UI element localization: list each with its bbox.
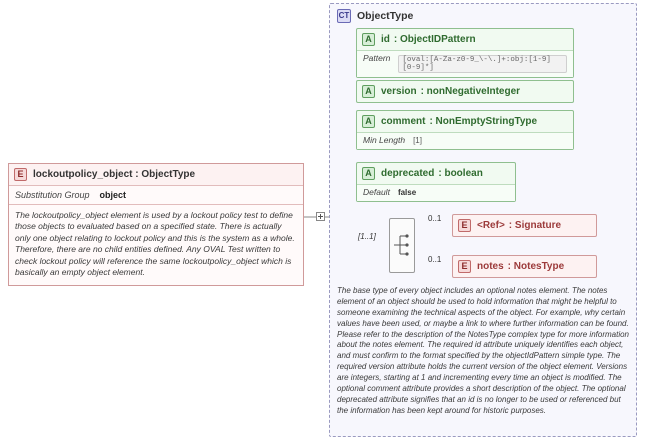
element-lockoutpolicy-object[interactable] — [8, 163, 304, 286]
ref-notes-type: : NotesType — [507, 261, 565, 272]
attribute-version-header — [357, 81, 573, 102]
attribute-comment-facet-label: Min Length — [363, 135, 406, 145]
substitution-group-label: Substitution Group — [15, 190, 90, 200]
element-badge-icon: E — [14, 168, 27, 181]
attribute-deprecated[interactable] — [356, 162, 516, 202]
sequence-glyph — [390, 219, 414, 272]
attribute-version[interactable] — [356, 80, 574, 103]
attribute-id-header — [357, 29, 573, 50]
ref-signature-cardinality: 0..1 — [428, 214, 442, 223]
ref-notes[interactable] — [452, 255, 597, 278]
ref-signature-name: <Ref> — [477, 220, 505, 231]
element-documentation: The lockoutpolicy_object element is used by a lockout policy test to define those objects to evaluated based on a specified state. There is actually only one object relating to lockout policy and this is the system as a whole. Therefore, there are no child entities defined. Any OVAL Test written to check lockout policy will reference the same lockoutpolicy_object which is basically an empty object element. — [9, 205, 303, 285]
attribute-id-facet-value: [oval:[A-Za-z0-9_\-\.]+:obj:[1-9][0-9]*] — [398, 55, 567, 73]
complextype-badge-icon: CT — [337, 9, 351, 23]
attribute-comment-type: : NonEmptyStringType — [429, 116, 538, 127]
attribute-id-type: : ObjectIDPattern — [393, 34, 476, 45]
sequence-cardinality: [1..1] — [358, 232, 376, 241]
ref-notes-name: notes — [477, 261, 504, 272]
attribute-badge-icon: A — [362, 33, 375, 46]
attribute-id-facet-label: Pattern — [363, 53, 391, 63]
ref-signature[interactable] — [452, 214, 597, 237]
ref-notes-header — [453, 256, 596, 277]
attribute-comment-facet-value: [1] — [413, 136, 422, 145]
attribute-deprecated-facet-label: Default — [363, 187, 390, 197]
element-title: lockoutpolicy_object : ObjectType — [33, 169, 196, 180]
attribute-deprecated-name: deprecated — [381, 168, 435, 179]
element-badge-icon: E — [458, 219, 471, 232]
attribute-comment-facet — [357, 132, 573, 149]
expand-plus-icon[interactable] — [316, 212, 325, 221]
element-header — [9, 164, 303, 186]
attribute-badge-icon: A — [362, 115, 375, 128]
attribute-deprecated-header — [357, 163, 515, 184]
attribute-comment[interactable] — [356, 110, 574, 150]
attribute-badge-icon: A — [362, 167, 375, 180]
attribute-badge-icon: A — [362, 85, 375, 98]
attribute-deprecated-facet — [357, 184, 515, 201]
complextype-documentation: The base type of every object includes an optional notes element. The notes element of an object should be used to hold information that might be helpful to someone examining the technical aspects of the object. For example, why certain values have been used, or maybe a link to where further information can be found. Please refer to the description of the NotesType complex type for more information about the notes element. The required id attribute uniquely identifies each object, and must confirm to the format specified by the objectIdPattern simple type. The required version attribute holds the current version of the object element. Versions are integers, starting at 1 and incrementing every time an object is modified. The optional comment attribute provides a short description of the object. The optional deprecated attribute signifies that an id is no longer to be used or referenced but the information has been kept around for historic purposes. — [337, 286, 629, 415]
complextype-title: ObjectType — [357, 10, 414, 22]
attribute-id[interactable] — [356, 28, 574, 78]
element-badge-icon: E — [458, 260, 471, 273]
attribute-id-name: id — [381, 34, 390, 45]
ref-signature-type: : Signature — [508, 220, 562, 231]
attribute-comment-header — [357, 111, 573, 132]
sequence-compositor-icon[interactable] — [389, 218, 415, 273]
complextype-header — [330, 4, 636, 25]
substitution-group-row — [9, 186, 303, 205]
attribute-comment-name: comment — [381, 116, 426, 127]
attribute-version-type: : nonNegativeInteger — [420, 86, 521, 97]
attribute-version-name: version — [381, 86, 417, 97]
ref-signature-header — [453, 215, 596, 236]
attribute-id-facet — [357, 50, 573, 77]
attribute-deprecated-type: : boolean — [438, 168, 483, 179]
substitution-group-value: object — [99, 190, 127, 200]
ref-notes-cardinality: 0..1 — [428, 255, 442, 264]
attribute-deprecated-facet-value: false — [397, 188, 417, 197]
